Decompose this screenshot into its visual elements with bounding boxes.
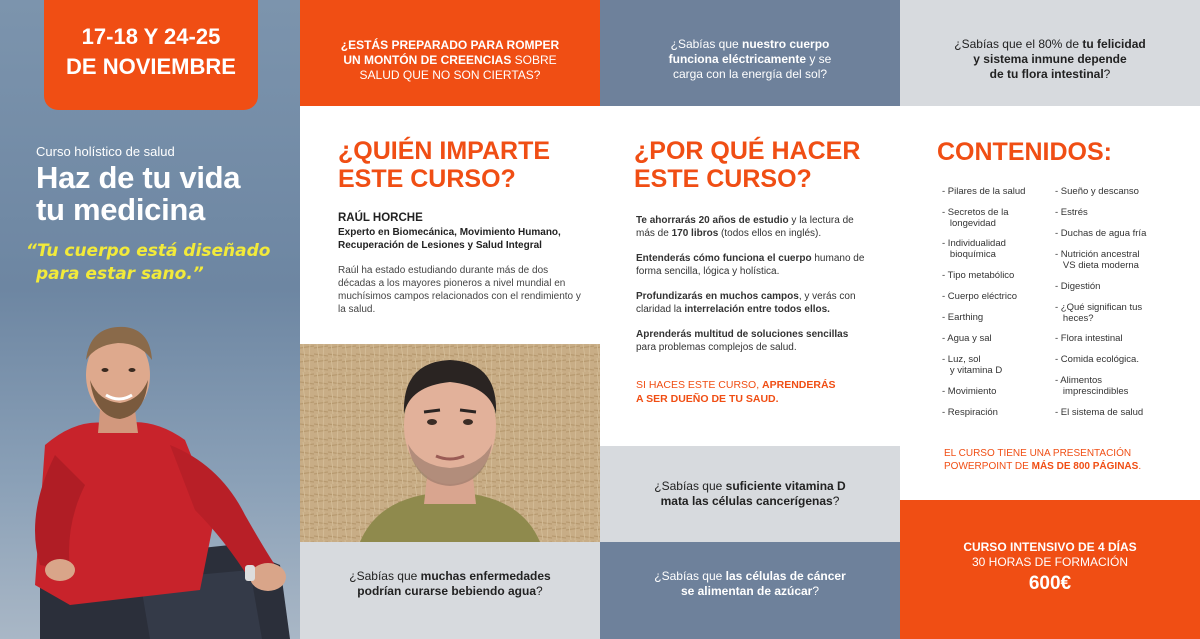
contents-item: - Cuerpo eléctrico xyxy=(942,291,1017,302)
question-bold-10: se alimentan de azúcar xyxy=(680,584,813,598)
question-normal-3: ¿Sabías que xyxy=(349,569,421,583)
question-bold-1: ¿ESTÁS PREPARADO PARA ROMPER xyxy=(340,38,560,52)
question-box-water xyxy=(300,542,600,639)
contents-item: - Alimentos imprescindibles xyxy=(1055,375,1129,397)
date-line-1: 17-18 Y 24-25 xyxy=(81,24,221,49)
reason-3-text-1: , y verás con claridad la xyxy=(636,291,856,315)
section-title-why-line-1: ¿POR QUÉ HACER xyxy=(634,137,861,165)
question-normal-11: ? xyxy=(812,584,820,598)
note-bold-1: MÁS DE 800 PÁGINAS xyxy=(1031,461,1139,472)
question-normal-13: ? xyxy=(1103,67,1111,81)
contents-item: - ¿Qué significan tus heces? xyxy=(1055,302,1143,324)
call-to-action xyxy=(636,378,866,406)
question-normal-1: SOBRE xyxy=(511,53,557,67)
question-bold-3: muchas enfermedades xyxy=(420,569,551,583)
price-box xyxy=(900,500,1200,639)
question-bold-13: de tu flora intestinal xyxy=(989,67,1104,81)
question-bold-5: nuestro cuerpo xyxy=(742,37,830,51)
contents-item: - Digestión xyxy=(1055,281,1101,292)
note-text-1: EL CURSO TIENE UNA PRESENTACIÓN POWERPOINT DE xyxy=(944,448,1132,472)
reason-4-bold-1: Aprenderás multitud de soluciones sencillas xyxy=(636,329,849,340)
question-bold-7: suficiente vitamina D xyxy=(725,479,846,493)
cta-bold-1: APRENDERÁS xyxy=(762,379,836,391)
reason-4 xyxy=(636,328,866,354)
question-bold-2: UN MONTÓN DE CREENCIAS xyxy=(343,53,512,67)
question-normal-7: carga con la energía del sol? xyxy=(672,67,828,81)
question-normal-10: ¿Sabías que xyxy=(654,569,726,583)
reason-3-bold-1: Profundizarás en muchos campos xyxy=(636,291,799,302)
contents-item: - Flora intestinal xyxy=(1055,333,1123,344)
instructor-name: RAÚL HORCHE xyxy=(338,212,423,224)
contents-item: - Sueño y descanso xyxy=(1055,186,1139,197)
question-bold-9: las células de cáncer xyxy=(725,569,846,583)
question-bold-6: funciona eléctricamente xyxy=(668,52,807,66)
contents-item: - Pilares de la salud xyxy=(942,186,1026,197)
question-box-beliefs xyxy=(300,0,600,106)
course-title-line-2: tu medicina xyxy=(36,192,205,227)
question-normal-4: ? xyxy=(536,584,543,598)
question-box-vitamin-d xyxy=(600,446,900,542)
reason-4-text-1: para problemas complejos de salud. xyxy=(636,342,797,353)
presentation-note xyxy=(944,447,1174,473)
question-bold-12: y sistema inmune depende xyxy=(973,52,1127,66)
question-box-sugar xyxy=(600,542,900,639)
question-normal-8: ¿Sabías que xyxy=(654,479,726,493)
question-normal-5: ¿Sabías que xyxy=(670,37,743,51)
contents-item: - Secretos de la longevidad xyxy=(942,207,1009,229)
reason-2 xyxy=(636,252,866,278)
course-title xyxy=(36,162,240,226)
reason-1-text-1: y la lectura de más de xyxy=(636,215,854,239)
question-bold-11: tu felicidad xyxy=(1082,37,1146,51)
contents-item: - Agua y sal xyxy=(942,333,992,344)
contents-item: - Duchas de agua fría xyxy=(1055,228,1147,239)
reason-1-bold-2: 170 libros xyxy=(671,228,719,239)
course-title-line-1: Haz de tu vida xyxy=(36,160,241,195)
reason-3 xyxy=(636,290,866,316)
reason-1-bold-1: Te ahorrarás 20 años de estudio xyxy=(636,215,789,226)
reason-1 xyxy=(636,214,866,240)
date-badge xyxy=(44,0,258,110)
reason-3-bold-2: interrelación entre todos ellos. xyxy=(684,304,830,315)
question-normal-6: y se xyxy=(806,52,832,66)
contents-item: - Luz, sol y vitamina D xyxy=(942,354,1003,376)
contents-item: - Respiración xyxy=(942,407,998,418)
quote xyxy=(26,240,296,286)
instructor-role: Experto en Biomecánica, Movimiento Humano, Recuperación de Lesiones y Salud Integral xyxy=(338,227,561,251)
question-normal-2: SALUD QUE NO SON CIERTAS? xyxy=(359,68,541,82)
reason-2-text-1: humano de forma sencilla, lógica y holística. xyxy=(636,253,865,277)
contents-item: - Earthing xyxy=(942,312,984,323)
reason-2-bold-1: Entenderás cómo funciona el cuerpo xyxy=(636,253,812,264)
man-sitting-illustration xyxy=(0,315,300,639)
left-panel xyxy=(0,0,300,639)
question-normal-12: ¿Sabías que el 80% de xyxy=(954,37,1083,51)
instructor-photo xyxy=(300,344,600,542)
note-text-2: . xyxy=(1138,461,1142,472)
course-subtitle: Curso holístico de salud xyxy=(36,144,175,159)
instructor-bio: Raúl ha estado estudiando durante más de dos décadas a los mayores pioneros a nivel mundial en muchísimos campos relacionados con el rendimiento y la salud. xyxy=(338,265,581,315)
section-title-who-line-2: ESTE CURSO? xyxy=(338,165,516,193)
contents-item: - Nutrición ancestral VS dieta moderna xyxy=(1055,249,1140,271)
contents-item: - Estrés xyxy=(1055,207,1088,218)
question-bold-8: mata las células cancerígenas xyxy=(660,494,833,508)
section-title-who xyxy=(338,137,550,193)
quote-line-2: para estar sano.” xyxy=(36,264,204,284)
section-title-who-line-1: ¿QUIÉN IMPARTE xyxy=(338,137,551,165)
contents-item: - Movimiento xyxy=(942,386,997,397)
question-box-electric xyxy=(600,0,900,106)
cta-text-1: SI HACES ESTE CURSO, xyxy=(636,379,763,391)
cta-bold-2: A SER DUEÑO DE TU SAUD. xyxy=(636,393,779,405)
contents-item: - Individualidad bioquímica xyxy=(942,238,1006,260)
contents-item: - Tipo metabólico xyxy=(942,270,1015,281)
date-line-2: DE NOVIEMBRE xyxy=(66,54,236,79)
question-box-flora xyxy=(900,0,1200,106)
training-hours-label: 30 HORAS DE FORMACIÓN xyxy=(971,555,1129,569)
contents-item: - Comida ecológica. xyxy=(1055,354,1139,365)
section-title-why-line-2: ESTE CURSO? xyxy=(634,165,812,193)
question-bold-4: podrían curarse bebiendo agua xyxy=(357,584,537,598)
section-title-contents: CONTENIDOS: xyxy=(937,138,1112,166)
contents-item: - El sistema de salud xyxy=(1055,407,1144,418)
price: 600€ xyxy=(1028,573,1072,594)
question-normal-9: ? xyxy=(832,494,840,508)
reason-1-text-2: (todos ellos en inglés). xyxy=(718,228,822,239)
quote-line-1: “Tu cuerpo está diseñado xyxy=(26,241,271,261)
section-title-why xyxy=(634,137,860,193)
intensive-course-label: CURSO INTENSIVO DE 4 DÍAS xyxy=(963,540,1137,554)
